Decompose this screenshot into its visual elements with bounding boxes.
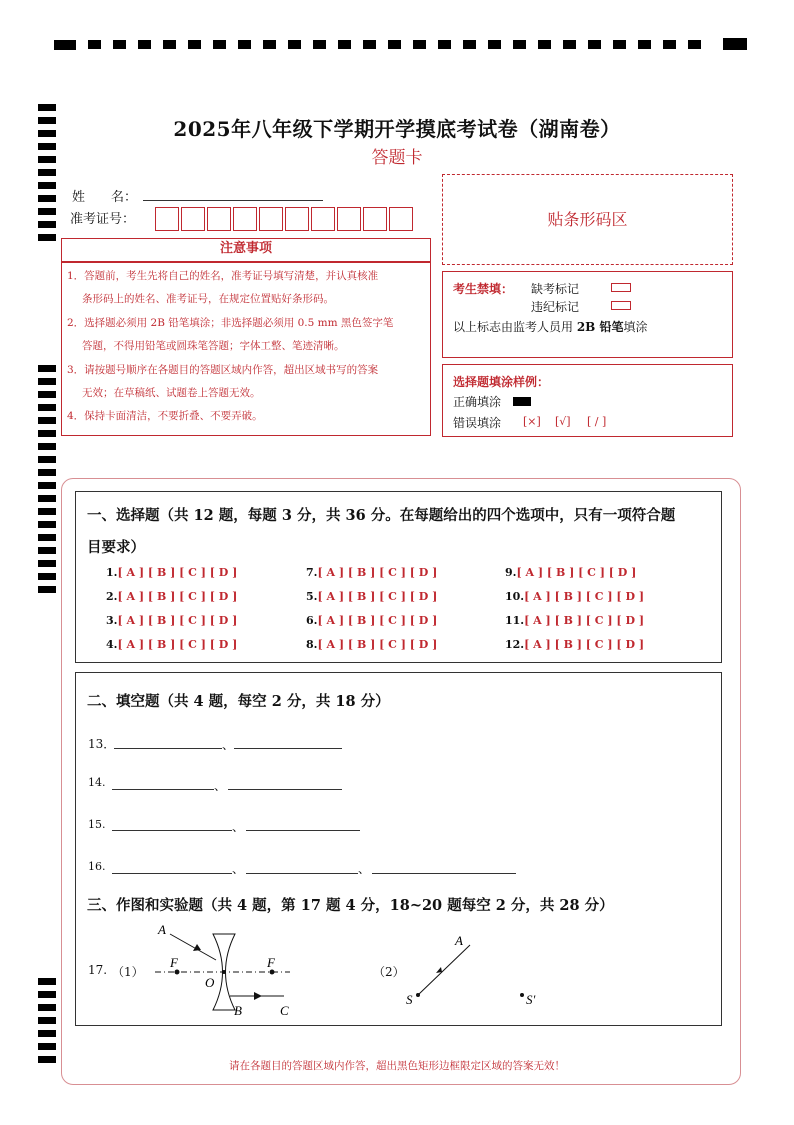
label-f-right: F	[267, 955, 275, 970]
blank-question-number: 14.	[88, 776, 106, 789]
blank-question-number: 13．	[88, 737, 116, 751]
point-s	[416, 993, 420, 997]
optical-center	[222, 970, 226, 974]
section1-title: 一、选择题（共 12 题，每题 3 分，共 36 分。在每题给出的四个选项中，只有一项符合题	[87, 507, 676, 524]
question-choice[interactable]: 2.[ A ] [ B ] [ C ] [ D ]	[106, 590, 238, 603]
blank-separator: 、	[222, 738, 235, 752]
section1-title-cont: 目要求）	[87, 539, 145, 556]
blank-separator: 、	[358, 862, 371, 876]
name-label: 姓 名：	[72, 190, 138, 205]
question-choice[interactable]: 12.[ A ] [ B ] [ C ] [ D ]	[505, 638, 645, 651]
question-choice[interactable]: 7.[ A ] [ B ] [ C ] [ D ]	[306, 566, 438, 579]
footer-warning: 请在各题目的答题区域内作答，超出黑色矩形边框限定区域的答案无效！	[229, 1060, 565, 1072]
notice-line: 无效；在草稿纸、试题卷上答题无效。	[82, 387, 261, 399]
question-choice[interactable]: 4.[ A ] [ B ] [ C ] [ D ]	[106, 638, 238, 651]
notice-line: 4．保持卡面清洁，不要折叠、不要弄破。	[67, 410, 263, 422]
label-s-prime: S′	[526, 992, 536, 1007]
label-c: C	[280, 1003, 289, 1018]
notice-title: 注意事项	[61, 238, 431, 262]
reflected-ray	[418, 945, 470, 995]
answer-sheet-label: 答题卡	[371, 148, 423, 168]
section2-title: 二、填空题（共 4 题，每空 2 分，共 18 分）	[87, 693, 390, 710]
label-f-left: F	[170, 955, 178, 970]
question-choice[interactable]: 3.[ A ] [ B ] [ C ] [ D ]	[106, 614, 238, 627]
question-17-number: 17.	[88, 963, 108, 977]
prohibited-title: 考生禁填：	[453, 282, 514, 296]
exam-id-label: 准考证号：	[70, 212, 136, 227]
notice-line: 2．选择题必须用 2B 铅笔填涂；非选择题必须用 0.5 mm 黑色签字笔	[67, 317, 394, 329]
point-s-prime	[520, 993, 524, 997]
label-a: A	[158, 922, 166, 937]
prohibited-note: 以上标志由监考人员用 2B 铅笔填涂	[453, 320, 648, 334]
notice-line: 3．请按题号顺序在各题目的答题区域内作答，超出区域书写的答案	[67, 364, 379, 376]
wrong-fill-sample: [×]	[523, 415, 541, 428]
blank-question-number: 15.	[88, 818, 106, 831]
label-s: S	[406, 992, 413, 1007]
blank-separator: 、	[232, 820, 245, 834]
question-17-part2: （2）	[373, 965, 405, 979]
wrong-fill-label: 错误填涂	[453, 416, 502, 430]
blank-question-number: 16.	[88, 860, 106, 873]
absent-mark-label: 缺考标记	[531, 282, 580, 296]
blank-separator: 、	[232, 862, 245, 876]
question-17-part1: （1）	[112, 965, 144, 979]
ray-arrow	[436, 967, 442, 973]
fill-sample-title: 选择题填涂样例：	[453, 375, 550, 389]
question-choice[interactable]: 10.[ A ] [ B ] [ C ] [ D ]	[505, 590, 645, 603]
blank-separator: 、	[214, 779, 227, 793]
question-choice[interactable]: 11.[ A ] [ B ] [ C ] [ D ]	[505, 614, 645, 627]
barcode-label: 贴条形码区	[547, 210, 628, 229]
ray-arrow	[254, 992, 262, 1000]
notice-line: 答题，不得用铅笔或圆珠笔答题；字体工整、笔迹清晰。	[82, 340, 345, 352]
question-choice[interactable]: 6.[ A ] [ B ] [ C ] [ D ]	[306, 614, 438, 627]
question-choice[interactable]: 9.[ A ] [ B ] [ C ] [ D ]	[505, 566, 637, 579]
label-o: O	[205, 975, 215, 990]
label-b: B	[234, 1003, 242, 1018]
correct-fill-label: 正确填涂	[453, 395, 502, 409]
wrong-fill-sample: [√]	[555, 415, 571, 428]
question-choice[interactable]: 5.[ A ] [ B ] [ C ] [ D ]	[306, 590, 438, 603]
notice-line: 条形码上的姓名、准考证号，在规定位置贴好条形码。	[82, 293, 334, 305]
violation-mark-label: 违纪标记	[531, 300, 580, 314]
focal-point-left	[175, 970, 180, 975]
wrong-fill-sample: [ / ]	[587, 415, 607, 428]
notice-line: 1．答题前，考生先将自己的姓名，准考证号填写清楚，并认真核准	[67, 270, 379, 282]
section3-title: 三、作图和实验题（共 4 题，第 17 题 4 分，18~20 题每空 2 分，共 28 分）	[87, 897, 614, 914]
focal-point-right	[270, 970, 275, 975]
question-choice[interactable]: 8.[ A ] [ B ] [ C ] [ D ]	[306, 638, 438, 651]
question-choice[interactable]: 1.[ A ] [ B ] [ C ] [ D ]	[106, 566, 238, 579]
label-a2: A	[455, 933, 463, 948]
exam-title: 2025年八年级下学期开学摸底考试卷（湖南卷）	[173, 117, 621, 141]
